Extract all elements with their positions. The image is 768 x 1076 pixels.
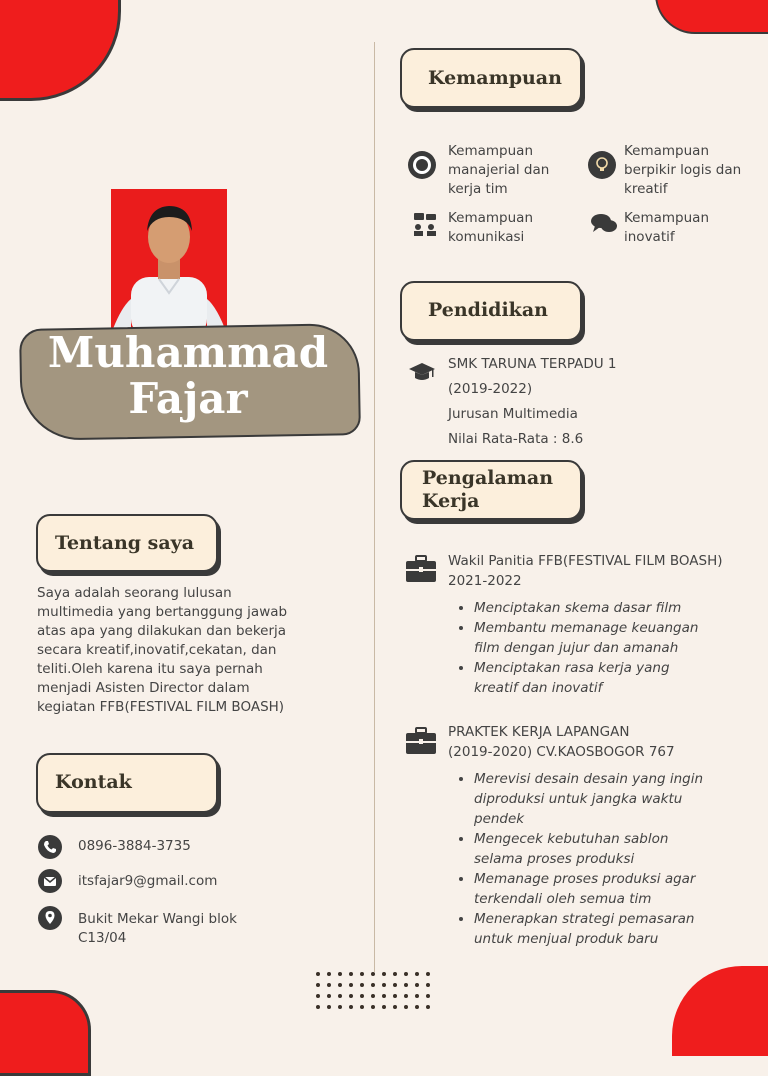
job-1 <box>448 551 748 698</box>
job-1-title: Wakil Panitia FFB(FESTIVAL FILM BOASH) <box>448 553 723 569</box>
communication-icon <box>412 211 438 237</box>
briefcase-icon <box>405 726 437 756</box>
person-photo-icon <box>111 189 227 334</box>
decor-ring-bottom-left <box>0 990 91 1076</box>
school-years: (2019-2022) <box>448 381 533 397</box>
education-details <box>448 352 617 452</box>
about-heading: Tentang saya <box>55 532 195 554</box>
last-name: Fajar <box>128 374 248 423</box>
decor-blob-bottom-right <box>672 966 768 1056</box>
briefcase-icon <box>405 554 437 584</box>
decor-dots-bottom <box>316 972 430 1009</box>
first-name: Muhammad <box>47 328 329 377</box>
phone-icon <box>38 835 62 859</box>
location-pin-icon <box>38 906 62 930</box>
skill-item-3: Kemampuan komunikasi <box>448 210 534 245</box>
experience-heading: Pengalaman Kerja <box>422 467 554 512</box>
list-item: • Menerapkan strategi pemasaran untuk menjual produk baru <box>474 909 714 949</box>
decor-blob-top-left <box>0 0 121 101</box>
list-item: • Menciptakan rasa kerja yang kreatif dan inovatif <box>474 658 684 698</box>
lightbulb-icon <box>588 151 616 179</box>
list-item: • Merevisi desain desain yang ingin diproduksi untuk jangka waktu pendek <box>474 769 719 829</box>
list-item: • Membantu memanage keuangan film dengan jujur dan amanah <box>474 618 714 658</box>
about-text: Saya adalah seorang lulusan multimedia yang bertanggung jawab atas apa yang dilakukan dan bekerja secara kreatif,inovatif,cekatan, dan teliti.Oleh karena itu saya pernah menjadi Asisten Director dalam kegiatan FFB(FESTIVAL FILM BOASH) <box>37 585 288 715</box>
education-heading: Pendidikan <box>428 299 548 321</box>
job-1-period: 2021-2022 <box>448 573 522 589</box>
full-name <box>20 330 356 422</box>
team-badge-icon <box>408 151 436 179</box>
contact-phone[interactable]: 0896-3884-3735 <box>78 838 191 854</box>
profile-photo <box>111 189 227 334</box>
job-2-period: (2019-2020) CV.KAOSBOGOR 767 <box>448 744 675 760</box>
skill-item-1: Kemampuan manajerial dan kerja tim <box>448 143 550 197</box>
graduation-cap-icon <box>408 362 436 384</box>
decor-blob-top-right <box>655 0 768 34</box>
school-name: SMK TARUNA TERPADU 1 <box>448 356 617 372</box>
job-2 <box>448 722 748 949</box>
list-item: • Menciptakan skema dasar film <box>474 598 748 618</box>
contact-address: Bukit Mekar Wangi blok C13/04 <box>78 911 237 946</box>
skills-heading: Kemampuan <box>428 67 562 89</box>
school-score: Nilai Rata-Rata : 8.6 <box>448 431 584 447</box>
job-1-bullets <box>448 598 748 698</box>
list-item: • Memanage proses produksi agar terkendali oleh semua tim <box>474 869 709 909</box>
contact-heading: Kontak <box>55 771 132 793</box>
chat-bubbles-icon <box>590 212 618 236</box>
skill-item-2: Kemampuan berpikir logis dan kreatif <box>624 143 742 197</box>
skill-item-4: Kemampuan inovatif <box>624 210 710 245</box>
column-divider <box>374 42 375 972</box>
contact-email[interactable]: itsfajar9@gmail.com <box>78 873 218 889</box>
job-2-title: PRAKTEK KERJA LAPANGAN <box>448 724 630 740</box>
school-major: Jurusan Multimedia <box>448 406 578 422</box>
email-icon <box>38 869 62 893</box>
job-2-bullets <box>448 769 748 949</box>
list-item: • Mengecek kebutuhan sablon selama proses produksi <box>474 829 684 869</box>
